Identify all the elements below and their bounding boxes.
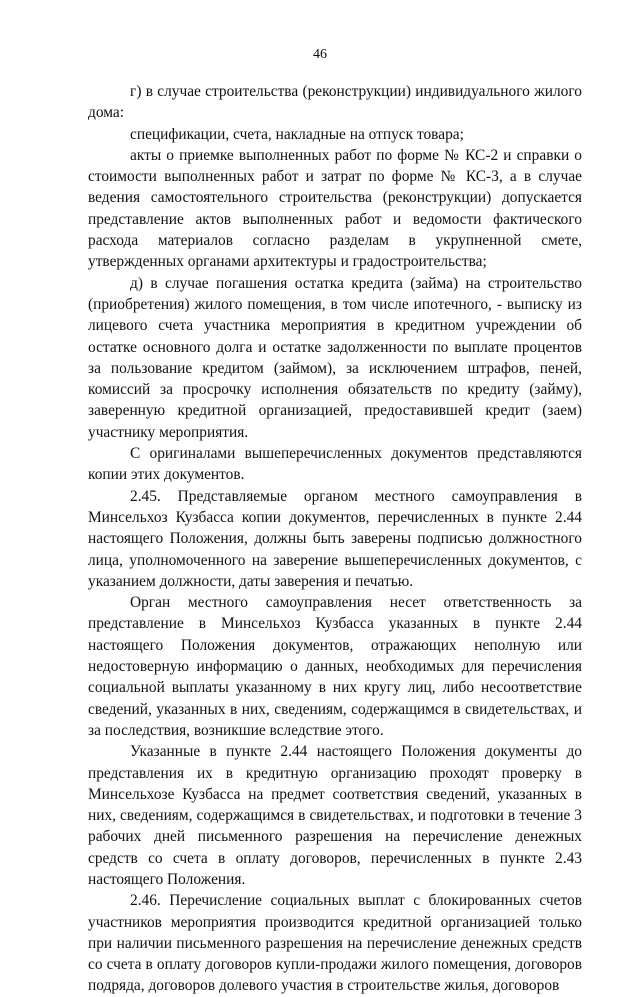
paragraph-2-46: 2.46. Перечисление социальных выплат с блокированных счетов участников мероприятия производится кредитной организацией только при наличии письменного разрешения на перечисление денежных средств со счета в оплату договоров купли-продажи жилого помещения, договоров подряда, договоров долевого участия в строительстве жилья, договоров <box>88 892 582 995</box>
paragraph-d-credit-repayment: д) в случае погашения остатка кредита (займа) на строительство (приобретения) жилого помещения, в том числе ипотечного, - выписку из лицевого счета участника мероприятия в кредитном учреждении об остатке основного долга и остатке задолженности по выплате процентов за пользование кредитом (займом), за исключением штрафов, пеней, комиссий за просрочку исполнения обязательств по кредиту (займу), заверенную кредитной организацией, предоставившей кредит (заем) участнику мероприятия. <box>88 274 582 441</box>
paragraph-responsibility: Орган местного самоуправления несет ответственность за представление в Минсельхоз Кузбасса указанных в пункте 2.44 настоящего Положения документов, отражающих неполную или недостоверную информацию о данных, необходимых для перечисления социальной выплаты указанному в них кругу лиц, либо несоответствие сведений, указанных в них, сведениям, содержащимся в свидетельствах, и за последствия, возникшие вследствие этого. <box>88 594 582 739</box>
paragraph-specifications: спецификации, счета, накладные на отпуск товара; <box>130 125 464 143</box>
document-body <box>88 81 582 997</box>
paragraph-acts-ks2-ks3: акты о приемке выполненных работ по форме № КС-2 и справки о стоимости выполненных работ и затрат по форме № КС-3, а в случае ведения самостоятельного строительства (реконструкции) допускается представление актов выполненных работ и ведомости фактического расхода материалов согласно разделам в укрупненной смете, утвержденных органами архитектуры и градостроительства; <box>88 146 582 271</box>
paragraph-originals-copies: С оригиналами вышеперечисленных документов представляются копии этих документов. <box>88 445 582 484</box>
paragraph-verification: Указанные в пункте 2.44 настоящего Положения документы до представления их в кредитную организацию проходят проверку в Минсельхозе Кузбасса на предмет соответствия сведений, указанных в них, сведениям, содержащимся в свидетельствах, и подготовки в течение 3 рабочих дней письменного разрешения на перечисление денежных средств со счета в оплату договоров, перечисленных в пункте 2.43 настоящего Положения. <box>88 743 582 888</box>
paragraph-2-45: 2.45. Представляемые органом местного самоуправления в Минсельхоз Кузбасса копии документов, перечисленных в пункте 2.44 настоящего Положения, должны быть заверены подписью должностного лица, уполномоченного на заверение вышеперечисленных документов, с указанием должности, даты заверения и печатью. <box>88 487 582 590</box>
paragraph-g-construction: г) в случае строительства (реконструкции) индивидуального жилого дома: <box>88 83 582 122</box>
page-number: 46 <box>313 47 327 62</box>
